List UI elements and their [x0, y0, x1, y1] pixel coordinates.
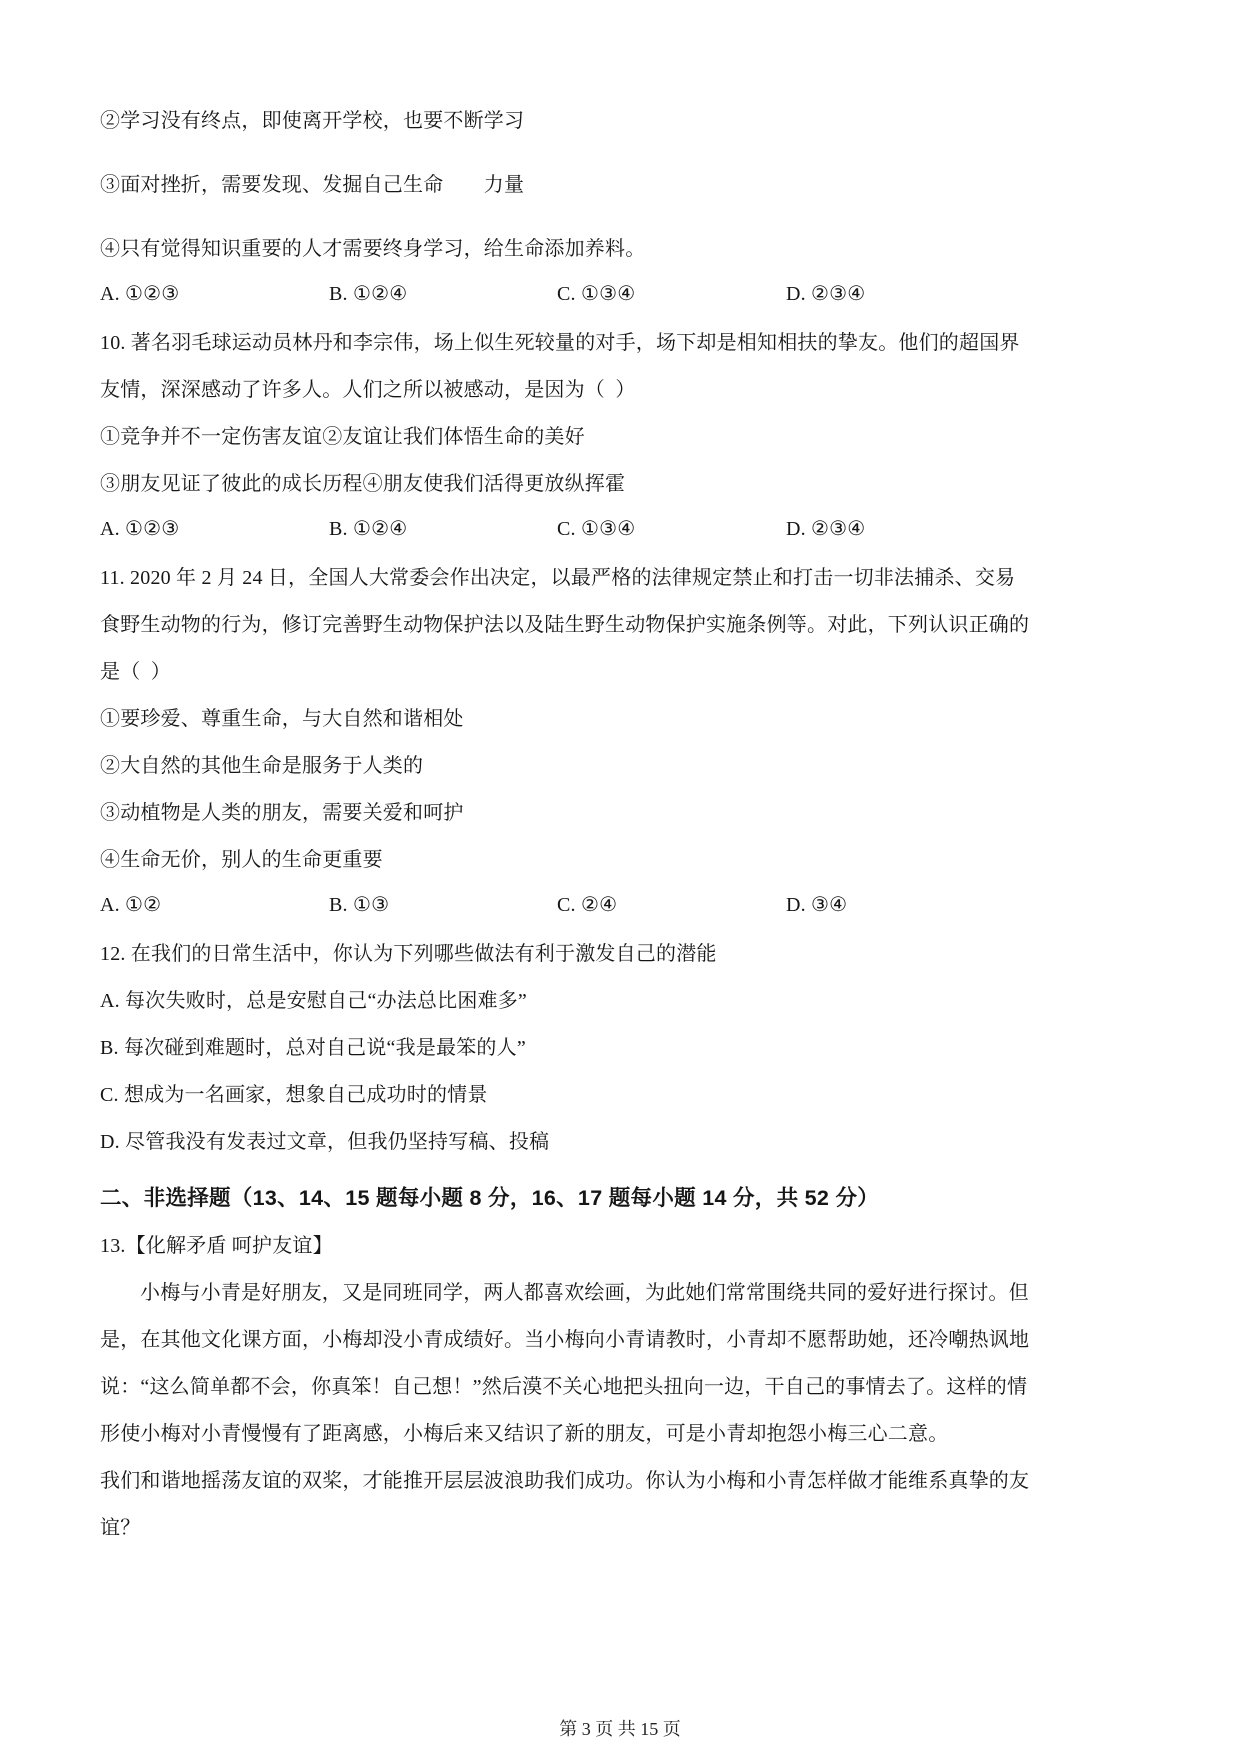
q13-title: 13.【化解矛盾 呵护友谊】 [100, 1235, 333, 1257]
q12-option-b: B. 每次碰到难题时，总对自己说“我是最笨的人” [100, 1037, 526, 1059]
q12-option-a: A. 每次失败时，总是安慰自己“办法总比困难多” [100, 990, 527, 1012]
q10-item-1-2: ①竞争并不一定伤害友谊②友谊让我们体悟生命的美好 [100, 426, 585, 448]
q12-stem: 12. 在我们的日常生活中，你认为下列哪些做法有利于激发自己的潜能 [100, 943, 717, 965]
q11-item-3: ③动植物是人类的朋友，需要关爱和呵护 [100, 802, 464, 824]
q12-option-c: C. 想成为一名画家，想象自己成功时的情景 [100, 1084, 488, 1106]
q11-option-d: D. ③④ [786, 894, 848, 916]
q13-body-line-6: 谊？ [100, 1517, 141, 1539]
section-2-heading: 二、非选择题（13、14、15 题每小题 8 分，16、17 题每小题 14 分，共 52 分） [100, 1186, 880, 1210]
q9-item-4: ④只有觉得知识重要的人才需要终身学习，给生命添加养料。 [100, 238, 646, 260]
q13-body-line-5: 我们和谐地摇荡友谊的双桨，才能推开层层波浪助我们成功。你认为小梅和小青怎样做才能维系真挚的友 [100, 1470, 1030, 1492]
q10-stem-line-1: 10. 著名羽毛球运动员林丹和李宗伟，场上似生死较量的对手，场下却是相知相扶的挚友。他们的超国界 [100, 332, 1020, 354]
q10-option-b: B. ①②④ [329, 518, 408, 540]
q13-body-line-2: 是，在其他文化课方面，小梅却没小青成绩好。当小梅向小青请教时，小青却不愿帮助她，还冷嘲热讽地 [100, 1329, 1030, 1351]
q9-option-d: D. ②③④ [786, 283, 866, 305]
q10-option-a: A. ①②③ [100, 518, 180, 540]
q10-options-row [100, 505, 1142, 552]
q9-option-c: C. ①③④ [557, 283, 636, 305]
q11-stem-line-2: 食野生动物的行为，修订完善野生动物保护法以及陆生野生动物保护实施条例等。对此，下列认识正确的 [100, 614, 1030, 636]
q9-item-3: ③面对挫折，需要发现、发掘自己生命 力量 [100, 174, 525, 196]
page-number-footer: 第 3 页 共 15 页 [559, 1719, 681, 1739]
q11-option-a: A. ①② [100, 894, 162, 916]
q11-option-c: C. ②④ [557, 894, 618, 916]
q9-option-b: B. ①②④ [329, 283, 408, 305]
q12-option-d: D. 尽管我没有发表过文章，但我仍坚持写稿、投稿 [100, 1131, 550, 1153]
q11-item-2: ②大自然的其他生命是服务于人类的 [100, 755, 424, 777]
q11-item-4: ④生命无价，别人的生命更重要 [100, 849, 383, 871]
q13-body-line-1: 小梅与小青是好朋友，又是同班同学，两人都喜欢绘画，为此她们常常围绕共同的爱好进行探讨。但 [140, 1282, 1029, 1304]
q13-body-line-4: 形使小梅对小青慢慢有了距离感，小梅后来又结识了新的朋友，可是小青却抱怨小梅三心二意。 [100, 1423, 949, 1445]
q10-item-3-4: ③朋友见证了彼此的成长历程④朋友使我们活得更放纵挥霍 [100, 473, 626, 495]
q9-item-2: ②学习没有终点，即使离开学校，也要不断学习 [100, 110, 525, 132]
q10-option-c: C. ①③④ [557, 518, 636, 540]
q11-stem-line-1: 11. 2020 年 2 月 24 日，全国人大常委会作出决定，以最严格的法律规定禁止和打击一切非法捕杀、交易 [100, 567, 1016, 589]
q11-options-row [100, 881, 1142, 928]
q10-stem-line-2: 友情，深深感动了许多人。人们之所以被感动，是因为（ ） [100, 379, 636, 401]
q11-option-b: B. ①③ [329, 894, 390, 916]
q11-stem-line-3: 是（ ） [100, 661, 171, 683]
q11-item-1: ①要珍爱、尊重生命，与大自然和谐相处 [100, 708, 464, 730]
q10-option-d: D. ②③④ [786, 518, 866, 540]
q13-body-line-3: 说：“这么简单都不会，你真笨！自己想！”然后漠不关心地把头扭向一边，干自己的事情去了。这样的情 [100, 1376, 1028, 1398]
q9-option-a: A. ①②③ [100, 283, 180, 305]
q9-options-row [100, 270, 1142, 317]
